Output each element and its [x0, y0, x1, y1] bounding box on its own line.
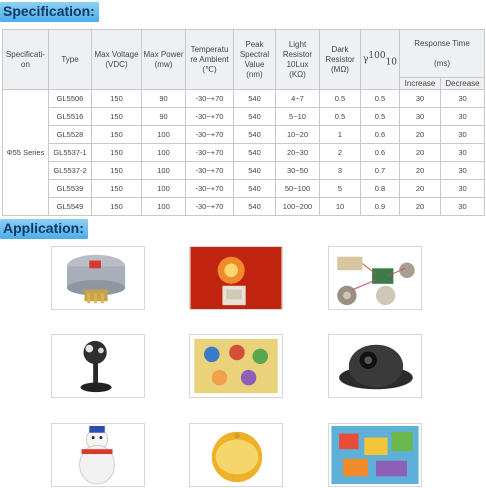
cell-type: GL5537-2 [49, 162, 92, 180]
cell-max-power: 100 [142, 144, 186, 162]
cell-gamma: 0.6 [361, 144, 400, 162]
header-temperature [186, 30, 234, 90]
cell-peak: 540 [234, 144, 276, 162]
table-row [3, 144, 485, 162]
cell-type: GL5549 [49, 198, 92, 216]
cell-decrease: 30 [441, 198, 485, 216]
cell-dark: 3 [320, 162, 361, 180]
kids-puzzle-mat-icon [328, 423, 422, 487]
table-row [3, 180, 485, 198]
camera-toy-icon [51, 334, 145, 398]
cell-dark: 2 [320, 144, 361, 162]
cell-max-voltage: 150 [92, 108, 142, 126]
series-label: Φ55 Series [3, 90, 49, 216]
header-response-time-label: Response Time [414, 38, 470, 48]
cell-increase: 30 [400, 108, 441, 126]
header-decrease: Decrease [441, 78, 485, 90]
cell-peak: 540 [234, 108, 276, 126]
round-night-lamp-icon [189, 423, 283, 487]
cell-temperature: -30~+70 [186, 126, 234, 144]
cell-max-voltage: 150 [92, 162, 142, 180]
cell-gamma: 0.5 [361, 90, 400, 108]
cell-decrease: 30 [441, 144, 485, 162]
cell-gamma: 0.5 [361, 108, 400, 126]
header-peak-spectral-unit: (nm) [246, 69, 263, 79]
cell-type: GL5516 [49, 108, 92, 126]
cell-max-power: 100 [142, 198, 186, 216]
cell-increase: 20 [400, 162, 441, 180]
cell-dark: 0.5 [320, 90, 361, 108]
cell-decrease: 30 [441, 90, 485, 108]
header-light-resistor-unit: (KΩ) [289, 69, 306, 79]
puzzle-board-icon [189, 334, 283, 398]
circuit-module-icon [328, 246, 422, 310]
table-row [3, 90, 485, 108]
cell-gamma: 0.9 [361, 198, 400, 216]
cell-light: 4~7 [276, 90, 320, 108]
header-max-power-unit: (mw) [154, 59, 173, 69]
header-specification: Specification [3, 30, 49, 90]
cell-max-power: 90 [142, 90, 186, 108]
header-max-voltage-unit: (VDC) [105, 59, 128, 69]
cell-temperature: -30~+70 [186, 162, 234, 180]
cell-gamma: 0.8 [361, 180, 400, 198]
cell-max-power: 100 [142, 126, 186, 144]
cell-max-voltage: 150 [92, 144, 142, 162]
cell-dark: 1 [320, 126, 361, 144]
cell-max-voltage: 150 [92, 90, 142, 108]
cell-type: GL5537-1 [49, 144, 92, 162]
header-max-voltage-label: Max Voltage [94, 49, 139, 59]
application-heading: Application: [0, 219, 88, 239]
snowman-toy-icon [51, 423, 145, 487]
cell-increase: 30 [400, 90, 441, 108]
cell-type: GL5528 [49, 126, 92, 144]
cell-light: 20~30 [276, 144, 320, 162]
photocell-light-control-icon [51, 246, 145, 310]
header-temperature-unit: (℃) [202, 64, 217, 74]
cell-temperature: -30~+70 [186, 108, 234, 126]
header-light-resistor [276, 30, 320, 90]
cell-increase: 20 [400, 198, 441, 216]
cell-max-power: 90 [142, 108, 186, 126]
cell-max-voltage: 150 [92, 126, 142, 144]
cell-peak: 540 [234, 126, 276, 144]
table-row [3, 162, 485, 180]
cell-dark: 0.5 [320, 108, 361, 126]
specification-heading: Specification: [0, 2, 99, 22]
header-max-power [142, 30, 186, 90]
cell-decrease: 30 [441, 162, 485, 180]
cell-type: GL5539 [49, 180, 92, 198]
cell-gamma: 0.6 [361, 126, 400, 144]
header-dark-resistor-unit: (MΩ) [331, 64, 349, 74]
cell-peak: 540 [234, 90, 276, 108]
cell-gamma: 0.7 [361, 162, 400, 180]
cell-type: GL5506 [49, 90, 92, 108]
dome-camera-icon [328, 334, 422, 398]
header-gamma-symbol: γ [362, 55, 369, 66]
cell-max-voltage: 150 [92, 198, 142, 216]
header-max-voltage [92, 30, 142, 90]
cell-decrease: 30 [441, 108, 485, 126]
night-light-bulb-icon [189, 246, 283, 310]
cell-max-power: 100 [142, 180, 186, 198]
header-max-power-label: Max Power [143, 49, 184, 59]
cell-light: 10~20 [276, 126, 320, 144]
cell-temperature: -30~+70 [186, 180, 234, 198]
cell-temperature: -30~+70 [186, 90, 234, 108]
cell-max-voltage: 150 [92, 180, 142, 198]
cell-dark: 5 [320, 180, 361, 198]
cell-light: 50~100 [276, 180, 320, 198]
specification-table-body [3, 90, 485, 216]
cell-temperature: -30~+70 [186, 144, 234, 162]
cell-decrease: 30 [441, 180, 485, 198]
header-dark-resistor-label: Dark Resistor [325, 44, 355, 64]
table-row [3, 108, 485, 126]
header-gamma [361, 30, 400, 90]
cell-peak: 540 [234, 180, 276, 198]
header-response-time [400, 30, 485, 78]
header-increase: Increase [400, 78, 441, 90]
table-row [3, 126, 485, 144]
table-row [3, 198, 485, 216]
cell-light: 30~50 [276, 162, 320, 180]
header-peak-spectral [234, 30, 276, 90]
cell-light: 5~10 [276, 108, 320, 126]
header-light-resistor-label: Light Resistor 10Lux [282, 39, 313, 69]
cell-light: 100~200 [276, 198, 320, 216]
header-response-time-unit: (ms) [434, 58, 450, 68]
cell-max-power: 100 [142, 162, 186, 180]
header-peak-spectral-label: Peak Spectral Value [239, 39, 270, 69]
cell-increase: 20 [400, 180, 441, 198]
header-gamma-sup: 100 [368, 51, 386, 62]
cell-dark: 10 [320, 198, 361, 216]
cell-peak: 540 [234, 162, 276, 180]
cell-increase: 20 [400, 126, 441, 144]
cell-peak: 540 [234, 198, 276, 216]
header-gamma-sub: 10 [385, 57, 398, 68]
cell-temperature: -30~+70 [186, 198, 234, 216]
header-type: Type [49, 30, 92, 90]
cell-increase: 20 [400, 144, 441, 162]
specification-table [2, 29, 485, 216]
header-dark-resistor [320, 30, 361, 90]
header-temperature-label: Temperatu re Ambient [190, 44, 229, 64]
cell-decrease: 30 [441, 126, 485, 144]
